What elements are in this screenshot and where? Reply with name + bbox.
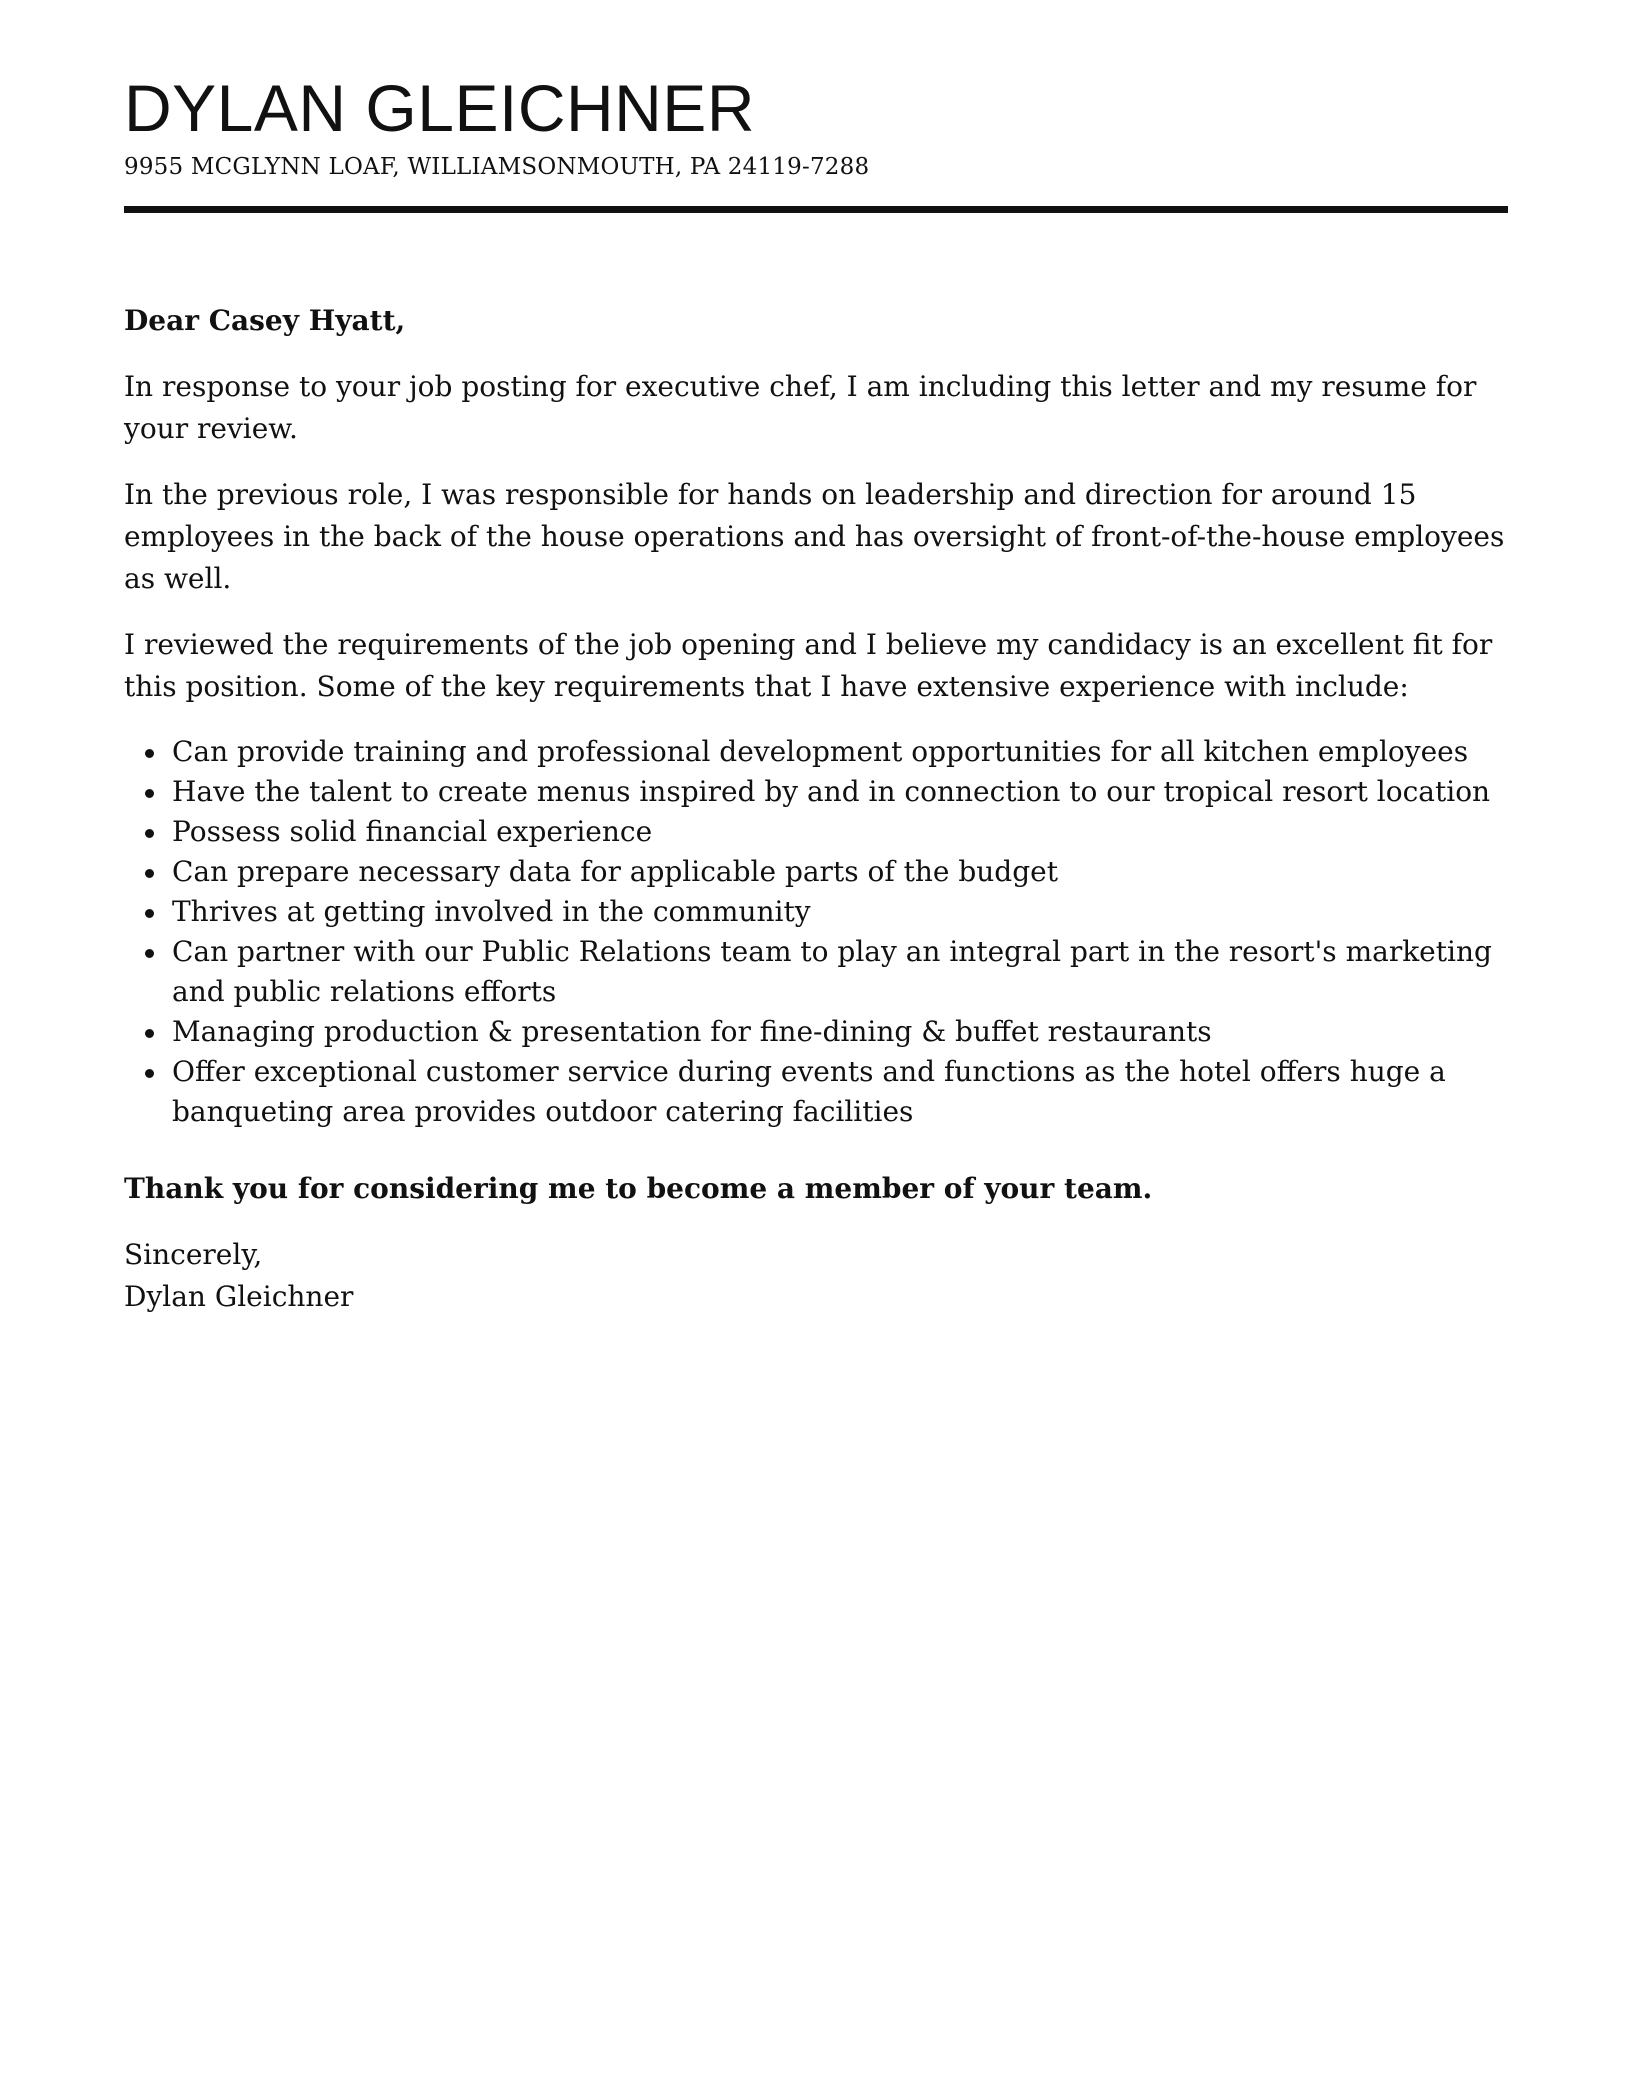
bullet-icon <box>145 949 154 958</box>
list-item-text: Can provide training and professional development opportunities for all kitchen employees <box>172 735 1469 768</box>
bullet-icon <box>145 1069 154 1078</box>
signoff: Sincerely, <box>124 1238 263 1271</box>
list-item-text: Managing production & presentation for fine-dining & buffet restaurants <box>172 1015 1212 1048</box>
bullet-icon <box>145 1029 154 1038</box>
bullet-icon <box>145 909 154 918</box>
applicant-address: 9955 MCGLYNN LOAF, WILLIAMSONMOUTH, PA 24119-7288 <box>124 154 870 180</box>
header-divider <box>124 206 1508 213</box>
list-item-text: Thrives at getting involved in the community <box>172 895 811 928</box>
list-item <box>172 1052 1508 1132</box>
list-item <box>172 732 1508 772</box>
list-item <box>172 812 1508 852</box>
list-item-text: Possess solid financial experience <box>172 815 653 848</box>
list-item <box>172 772 1508 812</box>
bullet-icon <box>145 829 154 838</box>
letter-body <box>124 300 1508 1318</box>
paragraph-intro: In response to your job posting for executive chef, I am including this letter and my resume for your review. <box>124 370 1477 445</box>
list-item-text: Can prepare necessary data for applicable parts of the budget <box>172 855 1058 888</box>
bullet-icon <box>145 789 154 798</box>
list-item <box>172 852 1508 892</box>
bullet-icon <box>145 749 154 758</box>
signature-name: Dylan Gleichner <box>124 1280 354 1313</box>
paragraph-requirements: I reviewed the requirements of the job opening and I believe my candidacy is an excellent fit for this position. Some of the key requirements that I have extensive experience with include: <box>124 628 1493 703</box>
applicant-name: DYLAN GLEICHNER <box>124 71 755 145</box>
list-item-text: Have the talent to create menus inspired by and in connection to our tropical resort location <box>172 775 1491 808</box>
requirements-list <box>124 732 1508 1132</box>
salutation: Dear Casey Hyatt, <box>124 304 406 337</box>
bullet-icon <box>145 869 154 878</box>
closing-statement: Thank you for considering me to become a member of your team. <box>124 1172 1153 1205</box>
list-item <box>172 932 1508 1012</box>
list-item-text: Can partner with our Public Relations team to play an integral part in the resort's marketing and public relations efforts <box>172 935 1492 1008</box>
list-item <box>172 892 1508 932</box>
list-item-text: Offer exceptional customer service during events and functions as the hotel offers huge a banqueting area provides outdoor catering facilities <box>172 1055 1446 1128</box>
paragraph-previous-role: In the previous role, I was responsible for hands on leadership and direction for around 15 employees in the back of the house operations and has oversight of front-of-the-house employees as well. <box>124 478 1505 595</box>
list-item <box>172 1012 1508 1052</box>
